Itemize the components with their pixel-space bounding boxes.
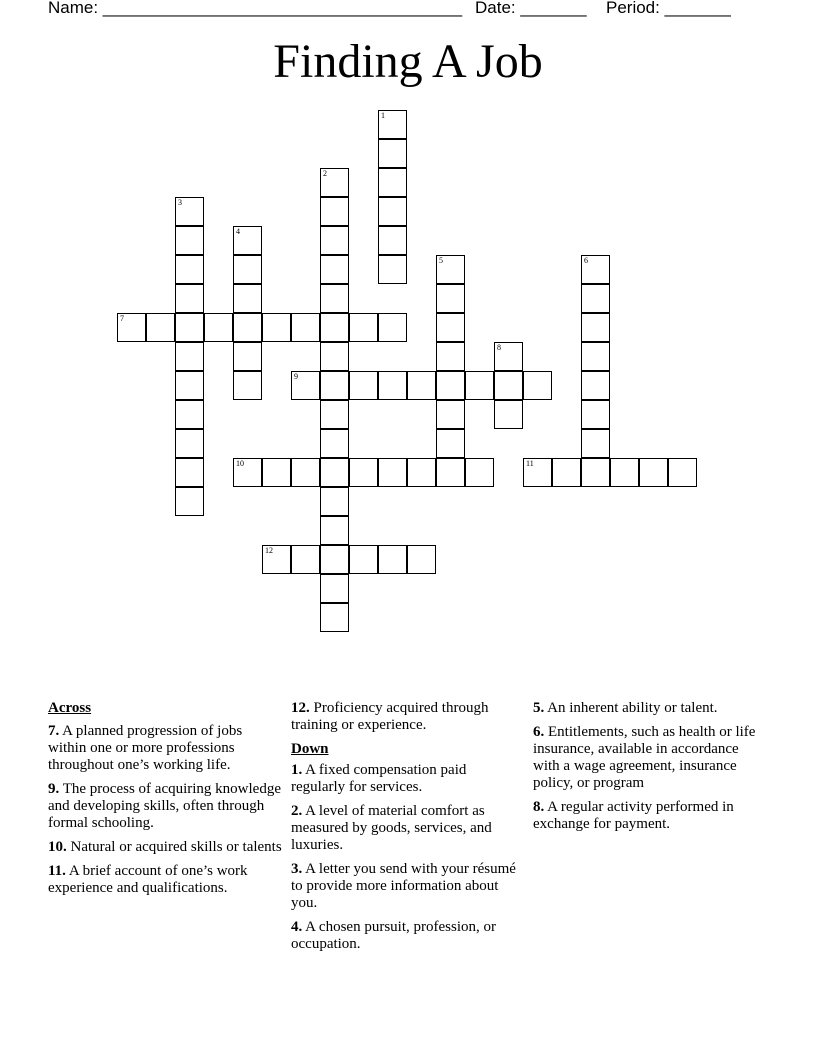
clue-number: 2. bbox=[291, 803, 303, 819]
grid-cell[interactable] bbox=[233, 371, 262, 400]
clue-number-label: 9 bbox=[294, 372, 298, 381]
grid-cell[interactable] bbox=[552, 458, 581, 487]
grid-cell[interactable] bbox=[465, 458, 494, 487]
grid-cell[interactable] bbox=[378, 458, 407, 487]
clue-across-12 bbox=[291, 700, 519, 734]
grid-cell[interactable] bbox=[175, 371, 204, 400]
grid-cell[interactable] bbox=[320, 487, 349, 516]
grid-cell[interactable] bbox=[175, 313, 204, 342]
grid-cell[interactable] bbox=[320, 516, 349, 545]
grid-cell[interactable] bbox=[465, 371, 494, 400]
clue-across-11 bbox=[48, 863, 283, 897]
grid-cell[interactable] bbox=[610, 458, 639, 487]
grid-cell[interactable] bbox=[320, 545, 349, 574]
grid-cell[interactable] bbox=[175, 197, 204, 226]
grid-cell[interactable] bbox=[494, 400, 523, 429]
clue-down-1 bbox=[291, 762, 519, 796]
grid-cell[interactable] bbox=[204, 313, 233, 342]
grid-cell[interactable] bbox=[407, 545, 436, 574]
grid-cell[interactable] bbox=[436, 284, 465, 313]
grid-cell[interactable] bbox=[378, 168, 407, 197]
grid-cell[interactable] bbox=[436, 458, 465, 487]
grid-cell[interactable] bbox=[407, 371, 436, 400]
grid-cell[interactable] bbox=[494, 342, 523, 371]
grid-cell[interactable] bbox=[320, 226, 349, 255]
grid-cell[interactable] bbox=[175, 226, 204, 255]
clue-text: A letter you send with your résumé to provide more information about you. bbox=[291, 861, 516, 911]
grid-cell[interactable] bbox=[291, 313, 320, 342]
grid-cell[interactable] bbox=[320, 429, 349, 458]
clue-text: Entitlements, such as health or life insurance, available in accordance with a wage agreement, insurance policy, or program bbox=[533, 724, 756, 791]
grid-cell[interactable] bbox=[523, 458, 552, 487]
grid-cell[interactable] bbox=[233, 458, 262, 487]
grid-cell[interactable] bbox=[349, 313, 378, 342]
grid-cell[interactable] bbox=[175, 400, 204, 429]
clue-across-10 bbox=[48, 839, 283, 856]
grid-cell[interactable] bbox=[175, 487, 204, 516]
grid-cell[interactable] bbox=[320, 400, 349, 429]
period-field[interactable]: Period: _______ bbox=[606, 0, 731, 17]
clue-text: An inherent ability or talent. bbox=[544, 700, 718, 716]
clue-number-label: 3 bbox=[178, 198, 182, 207]
clue-number: 9. bbox=[48, 781, 60, 797]
clue-text: The process of acquiring knowledge and developing skills, often through formal schooling. bbox=[48, 781, 281, 831]
grid-cell[interactable] bbox=[378, 197, 407, 226]
clue-text: Natural or acquired skills or talents bbox=[66, 839, 282, 855]
grid-cell[interactable] bbox=[581, 429, 610, 458]
clue-number: 4. bbox=[291, 919, 303, 935]
name-field[interactable]: Name: ______________________________________ bbox=[48, 0, 463, 17]
grid-cell[interactable] bbox=[117, 313, 146, 342]
grid-cell[interactable] bbox=[581, 255, 610, 284]
grid-cell[interactable] bbox=[436, 371, 465, 400]
clue-number: 1. bbox=[291, 762, 303, 778]
clue-text: A regular activity performed in exchange for payment. bbox=[533, 799, 734, 832]
grid-cell[interactable] bbox=[668, 458, 697, 487]
grid-cell[interactable] bbox=[581, 313, 610, 342]
clue-number-label: 10 bbox=[236, 459, 244, 468]
grid-cell[interactable] bbox=[233, 313, 262, 342]
grid-cell[interactable] bbox=[320, 574, 349, 603]
grid-cell[interactable] bbox=[291, 371, 320, 400]
across-heading: Across bbox=[48, 700, 92, 716]
grid-cell[interactable] bbox=[581, 342, 610, 371]
clue-text: A planned progression of jobs within one or more professions throughout one’s working life. bbox=[48, 723, 243, 773]
grid-cell[interactable] bbox=[320, 603, 349, 632]
clue-down-3 bbox=[291, 861, 519, 912]
grid-cell[interactable] bbox=[436, 400, 465, 429]
grid-cell[interactable] bbox=[233, 226, 262, 255]
grid-cell[interactable] bbox=[378, 139, 407, 168]
down-heading: Down bbox=[291, 741, 329, 757]
grid-cell[interactable] bbox=[175, 342, 204, 371]
clue-text: Proficiency acquired through training or experience. bbox=[291, 700, 489, 733]
grid-cell[interactable] bbox=[320, 342, 349, 371]
clue-text: A brief account of one’s work experience and qualifications. bbox=[48, 863, 248, 896]
grid-cell[interactable] bbox=[581, 458, 610, 487]
grid-cell[interactable] bbox=[494, 371, 523, 400]
clue-down-4 bbox=[291, 919, 519, 953]
clue-text: A chosen pursuit, profession, or occupation. bbox=[291, 919, 496, 952]
clue-down-8 bbox=[533, 799, 768, 833]
clue-number-label: 12 bbox=[265, 546, 273, 555]
grid-cell[interactable] bbox=[436, 313, 465, 342]
grid-cell[interactable] bbox=[349, 371, 378, 400]
clue-number: 11. bbox=[48, 863, 66, 879]
clue-number-label: 2 bbox=[323, 169, 327, 178]
grid-cell[interactable] bbox=[349, 458, 378, 487]
grid-cell[interactable] bbox=[639, 458, 668, 487]
date-field[interactable]: Date: _______ bbox=[475, 0, 587, 17]
clue-number-label: 5 bbox=[439, 256, 443, 265]
grid-cell[interactable] bbox=[378, 110, 407, 139]
grid-cell[interactable] bbox=[175, 458, 204, 487]
clue-down-5 bbox=[533, 700, 768, 717]
clue-number: 5. bbox=[533, 700, 545, 716]
grid-cell[interactable] bbox=[320, 284, 349, 313]
grid-cell[interactable] bbox=[233, 284, 262, 313]
clue-number: 12. bbox=[291, 700, 310, 716]
grid-cell[interactable] bbox=[233, 255, 262, 284]
clue-number: 6. bbox=[533, 724, 545, 740]
clue-number-label: 4 bbox=[236, 227, 240, 236]
grid-cell[interactable] bbox=[175, 284, 204, 313]
grid-cell[interactable] bbox=[320, 371, 349, 400]
grid-cell[interactable] bbox=[320, 197, 349, 226]
grid-cell[interactable] bbox=[262, 545, 291, 574]
grid-cell[interactable] bbox=[581, 284, 610, 313]
clue-number: 7. bbox=[48, 723, 60, 739]
clue-down-6 bbox=[533, 724, 768, 792]
clue-text: A fixed compensation paid regularly for services. bbox=[291, 762, 467, 795]
clue-across-7 bbox=[48, 723, 283, 774]
grid-cell[interactable] bbox=[349, 545, 378, 574]
grid-cell[interactable] bbox=[436, 342, 465, 371]
clue-column-2 bbox=[291, 700, 519, 960]
grid-cell[interactable] bbox=[378, 255, 407, 284]
clue-number-label: 1 bbox=[381, 111, 385, 120]
grid-cell[interactable] bbox=[378, 545, 407, 574]
clue-number: 10. bbox=[48, 839, 67, 855]
grid-cell[interactable] bbox=[436, 255, 465, 284]
grid-cell[interactable] bbox=[523, 371, 552, 400]
grid-cell[interactable] bbox=[581, 371, 610, 400]
grid-cell[interactable] bbox=[262, 458, 291, 487]
page-title: Finding A Job bbox=[273, 35, 543, 88]
grid-cell[interactable] bbox=[291, 545, 320, 574]
clue-down-2 bbox=[291, 803, 519, 854]
clue-column-1 bbox=[48, 700, 283, 904]
grid-cell[interactable] bbox=[436, 429, 465, 458]
grid-cell[interactable] bbox=[291, 458, 320, 487]
clue-number-label: 7 bbox=[120, 314, 124, 323]
grid-cell[interactable] bbox=[378, 226, 407, 255]
grid-cell[interactable] bbox=[407, 458, 436, 487]
clue-number: 8. bbox=[533, 799, 545, 815]
clue-number-label: 8 bbox=[497, 343, 501, 352]
grid-cell[interactable] bbox=[262, 313, 291, 342]
grid-cell[interactable] bbox=[378, 313, 407, 342]
grid-cell[interactable] bbox=[320, 255, 349, 284]
clue-across-9 bbox=[48, 781, 283, 832]
grid-cell[interactable] bbox=[175, 429, 204, 458]
grid-cell[interactable] bbox=[146, 313, 175, 342]
grid-cell[interactable] bbox=[581, 400, 610, 429]
clue-number-label: 11 bbox=[526, 459, 534, 468]
clue-column-3 bbox=[533, 700, 768, 840]
grid-cell[interactable] bbox=[233, 342, 262, 371]
clue-number: 3. bbox=[291, 861, 303, 877]
clue-text: A level of material comfort as measured by goods, services, and luxuries. bbox=[291, 803, 492, 853]
grid-cell[interactable] bbox=[320, 313, 349, 342]
grid-cell[interactable] bbox=[320, 458, 349, 487]
clue-number-label: 6 bbox=[584, 256, 588, 265]
grid-cell[interactable] bbox=[320, 168, 349, 197]
grid-cell[interactable] bbox=[175, 255, 204, 284]
grid-cell[interactable] bbox=[378, 371, 407, 400]
